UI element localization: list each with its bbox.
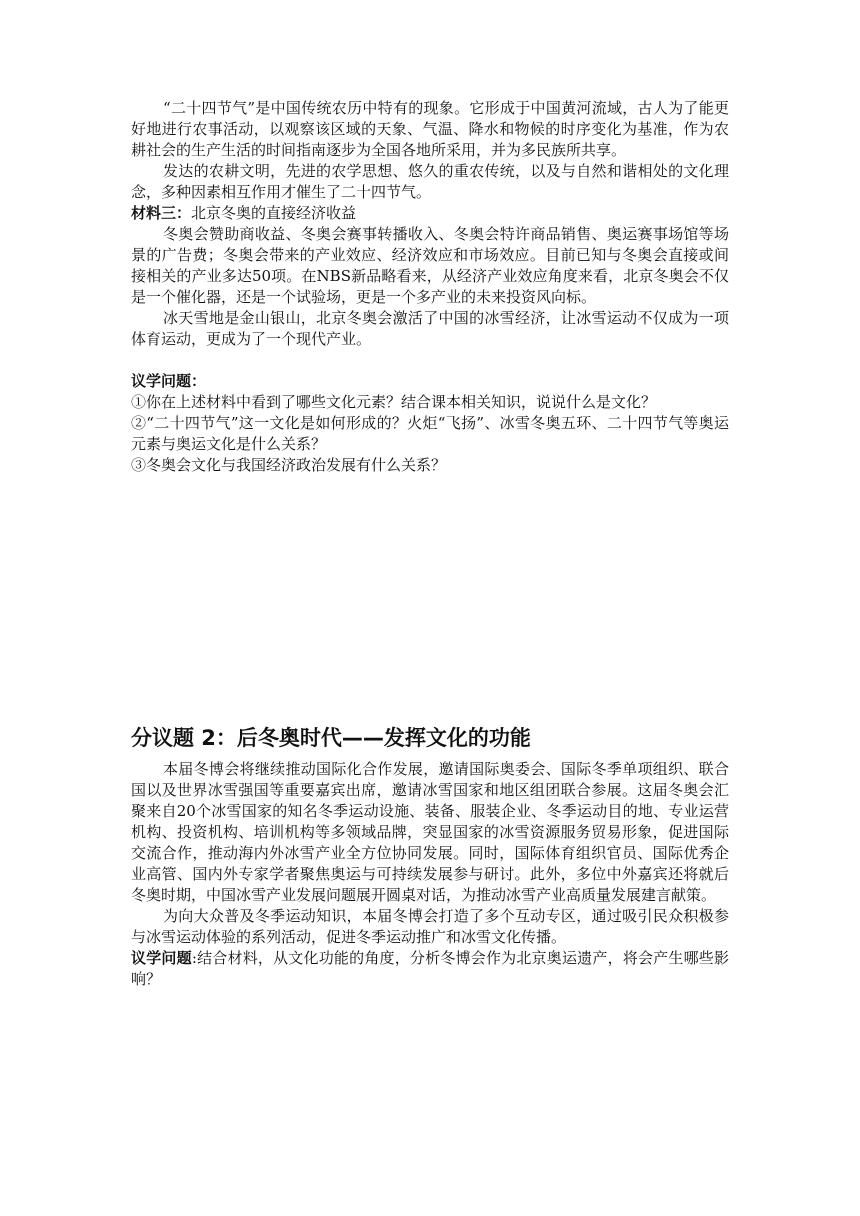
question-3: ③冬奥会文化与我国经济政治发展有什么关系？ <box>131 456 447 474</box>
paragraph-economic-benefits: 冬奥会赞助商收益、冬奥会赛事转播收入、冬奥会特许商品销售、奥运赛事场馆等场景的广告费；冬奥会带来的产业效应、经济效应和市场效应。目前已知与冬奥会直接或间接相关的产业多达50项。在NBS新品略看来，从经济产业效应角度来看，北京冬奥会不仅是一个催化器，还是一个试验场，更是一个多产业的未来投资风向标。 <box>131 225 729 306</box>
paragraph-ice-snow-economy: 冰天雪地是金山银山，北京冬奥会激活了中国的冰雪经济，让冰雪运动不仅成为一项体育运动，更成为了一个现代产业。 <box>131 309 729 348</box>
section2-question-label: 议学问题 <box>131 949 192 967</box>
section1-body <box>131 98 729 476</box>
section2-body <box>131 759 729 990</box>
section2-question-text: :结合材料，从文化功能的角度，分析冬博会作为北京奥运遗产，将会产生哪些影响？ <box>131 949 729 988</box>
section2-question <box>131 948 729 990</box>
material-3-label: 材料三： <box>131 204 192 222</box>
paragraph-expo-interactive: 为向大众普及冬季运动知识，本届冬博会打造了多个互动专区，通过吸引民众积极参与冰雪运动体验的系列活动，促进冬季运动推广和冰雪文化传播。 <box>131 907 729 946</box>
material-3-title: 北京冬奥的直接经济收益 <box>191 204 357 222</box>
paragraph-solar-terms: “二十四节气”是中国传统农历中特有的现象。它形成于中国黄河流域，古人为了能更好地进行农事活动，以观察该区域的天象、气温、降水和物候的时序变化为基准，作为农耕社会的生产生活的时间指南逐步为全国各地所采用，并为多民族所共享。 <box>131 99 729 159</box>
questions-label: 议学问题： <box>131 372 207 390</box>
paragraph-farming-culture: 发达的农耕文明，先进的农学思想、悠久的重农传统，以及与自然和谐相处的文化理念，多种因素相互作用才催生了二十四节气。 <box>131 162 729 201</box>
question-1: ①你在上述材料中看到了哪些文化元素？结合课本相关知识，说说什么是文化？ <box>131 393 657 411</box>
paragraph-expo-cooperation: 本届冬博会将继续推动国际化合作发展，邀请国际奥委会、国际冬季单项组织、联合国以及世界冰雪强国等重要嘉宾出席，邀请冰雪国家和地区组团联合参展。这届冬奥会汇聚来自20个冰雪国家的知名冬季运动设施、装备、服装企业、冬季运动目的地、专业运营机构、投资机构、培训机构等多领域品牌，突显国家的冰雪资源服务贸易形象，促进国际交流合作，推动海内外冰雪产业全方位协同发展。同时，国际体育组织官员、国际优秀企业高管、国内外专家学者聚焦奥运与可持续发展参与研讨。此外，多位中外嘉宾还将就后冬奥时期，中国冰雪产业发展问题展开圆桌对话，为推动冰雪产业高质量发展建言献策。 <box>131 760 729 904</box>
material-3-heading <box>131 203 729 224</box>
section2-title: 分议题 2：后冬奥时代——发挥文化的功能 <box>131 726 531 750</box>
spacer <box>131 350 729 371</box>
question-2: ②“二十四节气”这一文化是如何形成的？火炬“飞扬”、冰雪冬奥五环、二十四节气等奥运元素与奥运文化是什么关系？ <box>131 414 729 453</box>
